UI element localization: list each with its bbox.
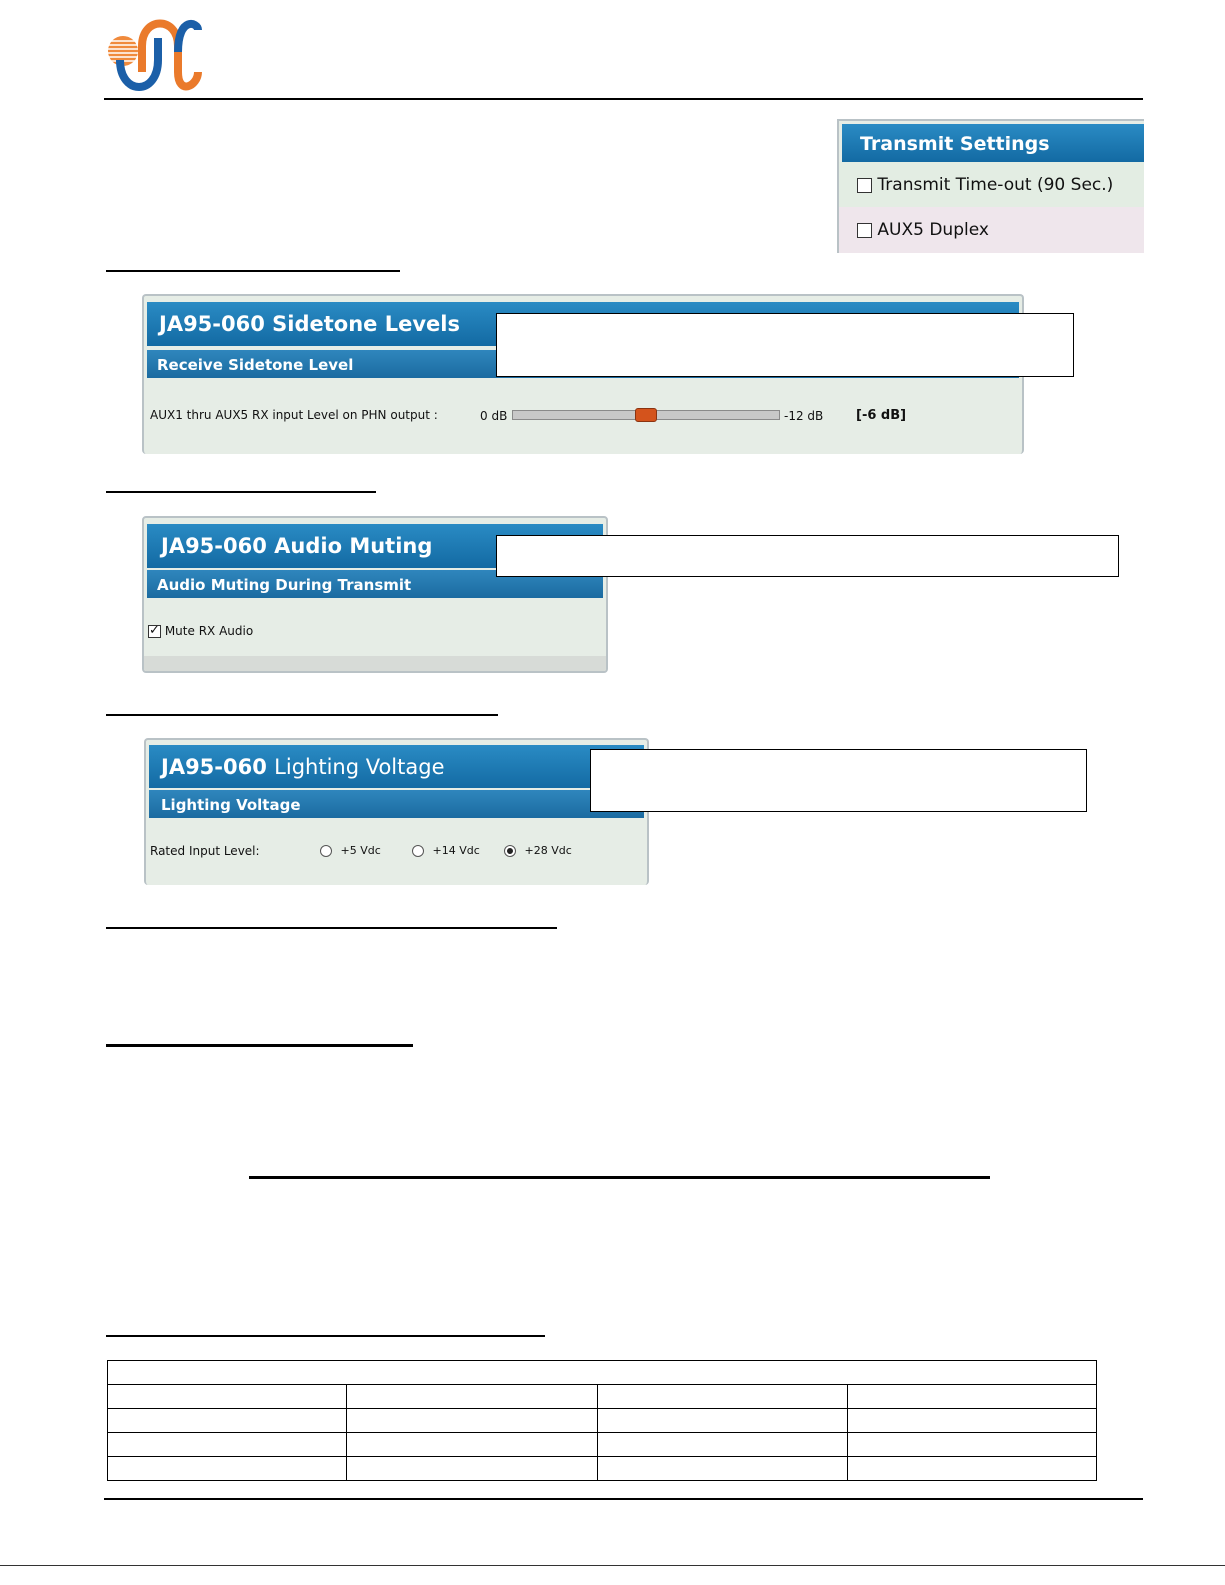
aux5-duplex-label: AUX5 Duplex xyxy=(877,220,989,240)
table-row xyxy=(108,1385,1097,1409)
sidetone-slider[interactable] xyxy=(512,410,780,420)
section-heading-rule xyxy=(106,1335,545,1337)
section-heading-rule xyxy=(106,927,557,929)
slider-value-label: [-6 dB] xyxy=(856,408,907,423)
panel-title: Transmit Settings xyxy=(842,124,1144,162)
table-row xyxy=(108,1457,1097,1481)
table-row xyxy=(108,1409,1097,1433)
annotation-box xyxy=(590,749,1087,812)
panel-title-prefix: JA95-060 xyxy=(161,755,267,779)
table-cell xyxy=(347,1409,598,1433)
table-cell xyxy=(598,1457,848,1481)
radio-5vdc[interactable] xyxy=(320,845,332,857)
footer-rule xyxy=(104,1498,1143,1500)
panel-title-text: Lighting Voltage xyxy=(274,755,445,779)
panel-title: JA95-060 Audio Muting xyxy=(147,524,603,568)
table-cell xyxy=(108,1433,347,1457)
transmit-timeout-checkbox[interactable] xyxy=(857,178,872,193)
slider-min-label: 0 dB xyxy=(480,409,508,423)
panel-subtitle: Audio Muting During Transmit xyxy=(147,568,603,598)
checkmark-icon: ✓ xyxy=(149,623,160,638)
page-bottom-rule xyxy=(0,1565,1225,1566)
radio-label: +14 Vdc xyxy=(432,844,480,857)
table-cell xyxy=(108,1409,347,1433)
radio-option-14vdc[interactable] xyxy=(412,844,480,857)
table-row xyxy=(108,1433,1097,1457)
lighting-voltage-panel xyxy=(144,738,649,885)
sidetone-row-label: AUX1 thru AUX5 RX input Level on PHN output : xyxy=(150,408,438,422)
table-header-row xyxy=(108,1361,1097,1385)
annotation-box xyxy=(496,313,1074,377)
transmit-settings-panel xyxy=(837,119,1144,253)
table-cell xyxy=(598,1433,848,1457)
slider-thumb[interactable] xyxy=(635,408,657,422)
radio-28vdc[interactable] xyxy=(504,845,516,857)
table-cell xyxy=(848,1409,1097,1433)
table-cell xyxy=(848,1433,1097,1457)
panel-subtitle: Lighting Voltage xyxy=(149,788,644,818)
section-heading-rule xyxy=(106,714,498,716)
panel-title xyxy=(149,745,644,789)
company-logo xyxy=(106,16,202,94)
panel-footer xyxy=(144,656,606,673)
table-cell xyxy=(848,1457,1097,1481)
mute-rx-checkbox[interactable] xyxy=(148,625,161,638)
radio-label: +28 Vdc xyxy=(524,844,572,857)
mute-rx-option[interactable] xyxy=(148,624,253,638)
aux5-duplex-checkbox[interactable] xyxy=(857,223,872,238)
section-heading-rule xyxy=(106,1044,413,1047)
radio-option-28vdc[interactable] xyxy=(504,844,572,857)
table-cell xyxy=(108,1385,347,1409)
table-cell xyxy=(108,1361,1097,1385)
table-cell xyxy=(108,1457,347,1481)
slider-max-label: -12 dB xyxy=(784,409,824,423)
table-cell xyxy=(347,1433,598,1457)
transmit-timeout-option[interactable] xyxy=(839,162,1144,207)
radio-option-5vdc[interactable] xyxy=(320,844,381,857)
table-cell xyxy=(848,1385,1097,1409)
panel-subtitle: Receive Sidetone Level xyxy=(147,348,1019,378)
panel-title: JA95-060 Sidetone Levels xyxy=(147,302,1019,346)
mute-rx-label: Mute RX Audio xyxy=(164,624,254,638)
rated-input-label: Rated Input Level: xyxy=(150,844,260,858)
centered-heading-rule xyxy=(249,1176,990,1179)
annotation-box xyxy=(496,535,1119,577)
data-table xyxy=(107,1360,1097,1481)
table-cell xyxy=(598,1385,848,1409)
radio-14vdc[interactable] xyxy=(412,845,424,857)
radio-label: +5 Vdc xyxy=(340,844,381,857)
table-cell xyxy=(598,1409,848,1433)
header-rule xyxy=(104,98,1143,100)
aux5-duplex-option[interactable] xyxy=(839,207,1144,253)
table-cell xyxy=(347,1385,598,1409)
table-cell xyxy=(347,1457,598,1481)
section-heading-rule xyxy=(106,491,376,493)
transmit-timeout-label: Transmit Time-out (90 Sec.) xyxy=(877,175,1114,195)
section-heading-rule xyxy=(106,270,400,272)
